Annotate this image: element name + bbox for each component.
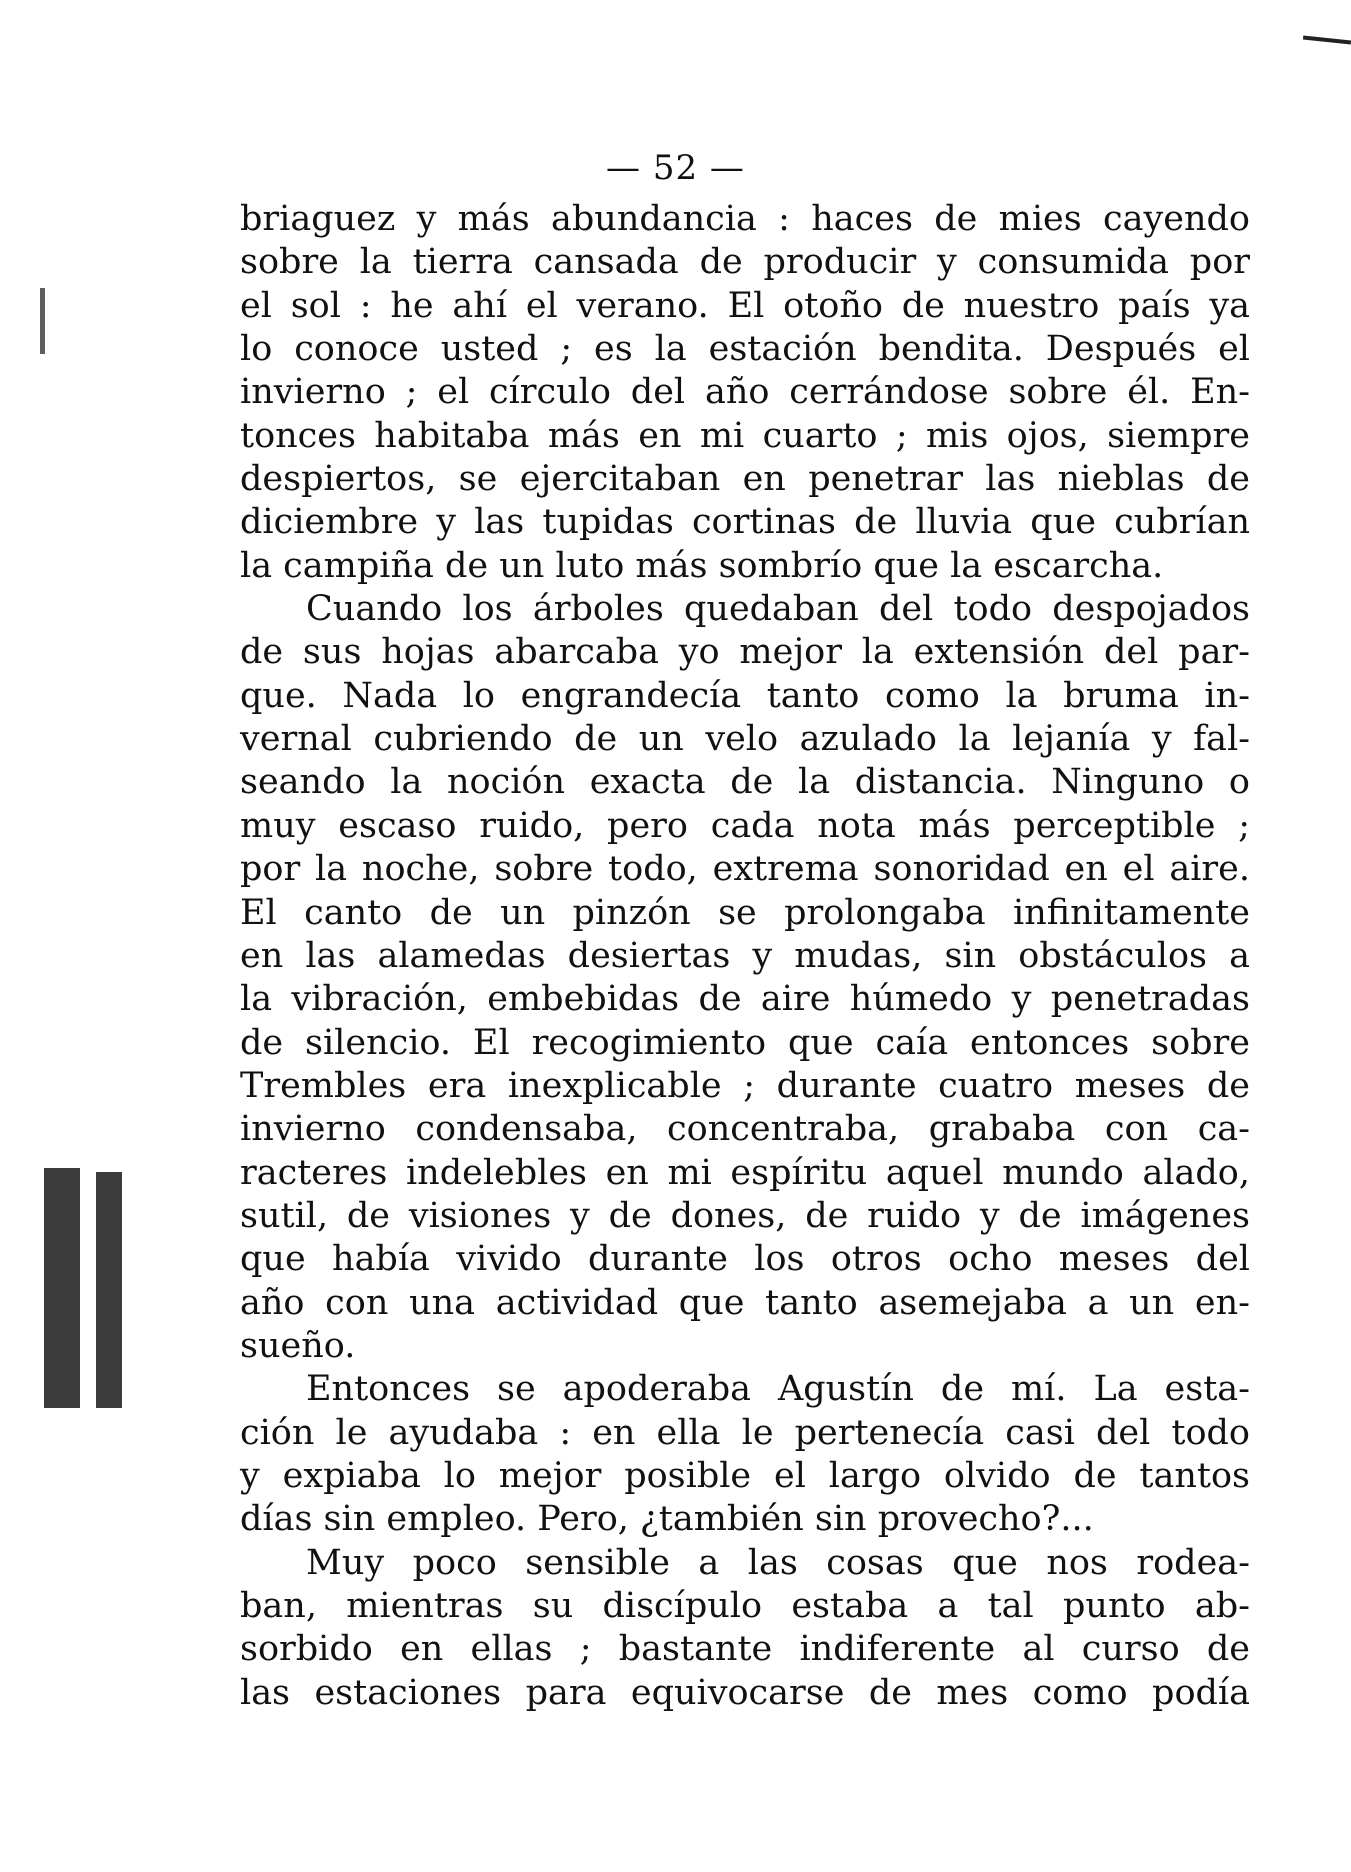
binding-mark xyxy=(44,1168,80,1408)
text-line: la vibración, embebidas de aire húmedo y penetradas xyxy=(240,979,1250,1020)
text-line: de silencio. El recogimiento que caía entonces sobre xyxy=(240,1022,1250,1063)
text-line: sutil, de visiones y de dones, de ruido y de imágenes xyxy=(240,1195,1250,1236)
text-line: y expiaba lo mejor posible el largo olvido de tantos xyxy=(240,1455,1250,1496)
paragraph-end-line: días sin empleo. Pero, ¿también sin provecho?... xyxy=(240,1499,1094,1540)
paragraph-start-line: Muy poco sensible a las cosas que nos rodea- xyxy=(306,1542,1250,1583)
scan-edge-mark xyxy=(1303,36,1351,45)
text-line: tonces habitaba más en mi cuarto ; mis ojos, siempre xyxy=(240,415,1250,456)
binding-mark xyxy=(40,288,45,354)
text-line: lo conoce usted ; es la estación bendita. Después el xyxy=(240,329,1250,370)
text-line: vernal cubriendo de un velo azulado la lejanía y fal- xyxy=(240,719,1250,760)
page-number: — 52 — xyxy=(606,148,745,188)
text-line: despiertos, se ejercitaban en penetrar las nieblas de xyxy=(240,459,1250,500)
text-line: que. Nada lo engrandecía tanto como la bruma in- xyxy=(240,675,1250,716)
text-line: invierno ; el círculo del año cerrándose sobre él. En- xyxy=(240,372,1250,413)
text-line: briaguez y más abundancia : haces de mies cayendo xyxy=(240,199,1250,239)
paragraph-start-line: Cuando los árboles quedaban del todo despojados xyxy=(306,589,1250,630)
text-line: las estaciones para equivocarse de mes como podía xyxy=(240,1672,1250,1713)
paragraph-start-line: Entonces se apoderaba Agustín de mí. La esta- xyxy=(306,1369,1250,1410)
text-line: muy escaso ruido, pero cada nota más perceptible ; xyxy=(240,805,1250,846)
text-line: invierno condensaba, concentraba, grababa con ca- xyxy=(240,1109,1250,1150)
text-line: por la noche, sobre todo, extrema sonoridad en el aire. xyxy=(240,849,1250,890)
text-line: de sus hojas abarcaba yo mejor la extensión del par- xyxy=(240,632,1250,673)
text-line: ción le ayudaba : en ella le pertenecía casi del todo xyxy=(240,1412,1250,1453)
text-line: sobre la tierra cansada de producir y consumida por xyxy=(240,242,1250,283)
paragraph-end-line: la campiña de un luto más sombrío que la escarcha. xyxy=(240,545,1164,586)
text-line: racteres indelebles en mi espíritu aquel mundo alado, xyxy=(240,1152,1250,1193)
text-line: que había vivido durante los otros ocho meses del xyxy=(240,1239,1250,1280)
binding-mark xyxy=(96,1172,122,1408)
text-line: Trembles era inexplicable ; durante cuatro meses de xyxy=(240,1065,1250,1106)
text-line: diciembre y las tupidas cortinas de lluvia que cubrían xyxy=(240,502,1250,543)
text-line: año con una actividad que tanto asemejaba a un en- xyxy=(240,1282,1250,1323)
text-line: El canto de un pinzón se prolongaba infinitamente xyxy=(240,892,1250,933)
paragraph-end-line: sueño. xyxy=(240,1325,356,1366)
text-line: el sol : he ahí el verano. El otoño de nuestro país ya xyxy=(240,285,1250,326)
text-line: en las alamedas desiertas y mudas, sin obstáculos a xyxy=(240,935,1250,976)
text-line: sorbido en ellas ; bastante indiferente al curso de xyxy=(240,1629,1250,1670)
body-text xyxy=(240,198,1250,1715)
text-line: seando la noción exacta de la distancia. Ninguno o xyxy=(240,762,1250,803)
text-line: ban, mientras su discípulo estaba a tal punto ab- xyxy=(240,1586,1250,1626)
